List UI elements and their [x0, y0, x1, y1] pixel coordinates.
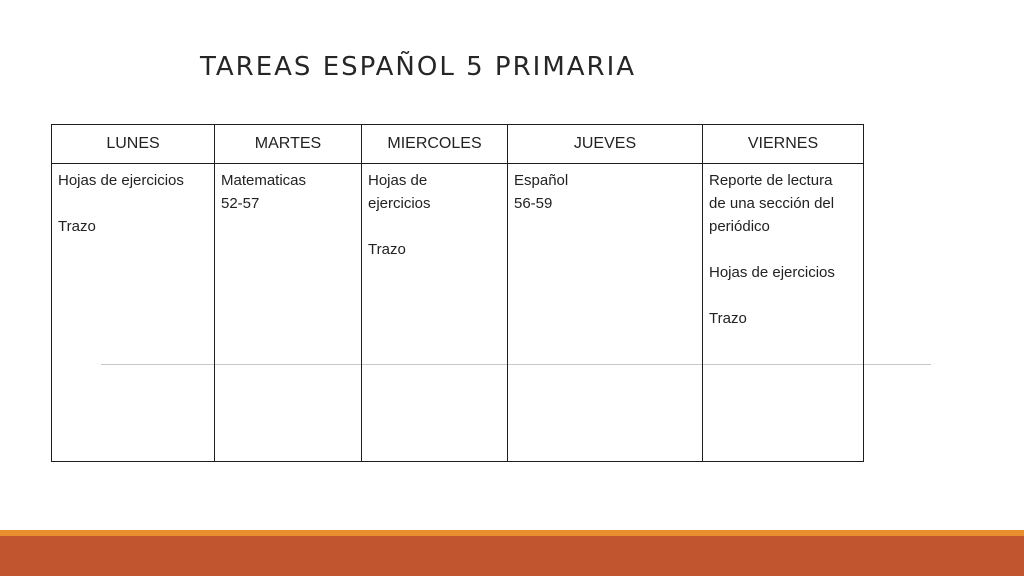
cell-text: Hojas de: [368, 172, 428, 189]
cell-text: Hojas de ejercicios: [58, 172, 184, 189]
cell-text: [58, 192, 208, 215]
cell-text: Trazo: [709, 310, 747, 327]
table-row: [52, 164, 864, 462]
page-title: TAREAS ESPAÑOL 5 PRIMARIA: [200, 52, 637, 82]
cell-text: [709, 238, 857, 261]
cell-text: Reporte de lectura: [709, 172, 833, 189]
cell-viernes: [703, 164, 864, 462]
cell-text: [368, 215, 501, 238]
cell-martes: [215, 164, 362, 462]
cell-text: 56-59: [514, 195, 553, 212]
homework-table: [51, 124, 864, 462]
cell-text: de una sección del: [709, 195, 835, 212]
cell-text: Trazo: [58, 218, 96, 235]
cell-text: Trazo: [368, 241, 406, 258]
table-header-row: [52, 125, 864, 164]
cell-text: Hojas de ejercicios: [709, 264, 835, 281]
header-viernes: VIERNES: [703, 125, 864, 164]
cell-text: periódico: [709, 218, 770, 235]
cell-text: Matematicas: [221, 172, 307, 189]
header-jueves: JUEVES: [508, 125, 703, 164]
header-lunes: LUNES: [52, 125, 215, 164]
cell-text: ejercicios: [368, 195, 431, 212]
bottom-footer-bar: [0, 536, 1024, 576]
cell-text: [709, 284, 857, 307]
cell-lunes: [52, 164, 215, 462]
header-miercoles: MIERCOLES: [362, 125, 508, 164]
header-martes: MARTES: [215, 125, 362, 164]
cell-miercoles: [362, 164, 508, 462]
cell-text: Español: [514, 172, 569, 189]
cell-text: 52-57: [221, 195, 260, 212]
cell-jueves: [508, 164, 703, 462]
